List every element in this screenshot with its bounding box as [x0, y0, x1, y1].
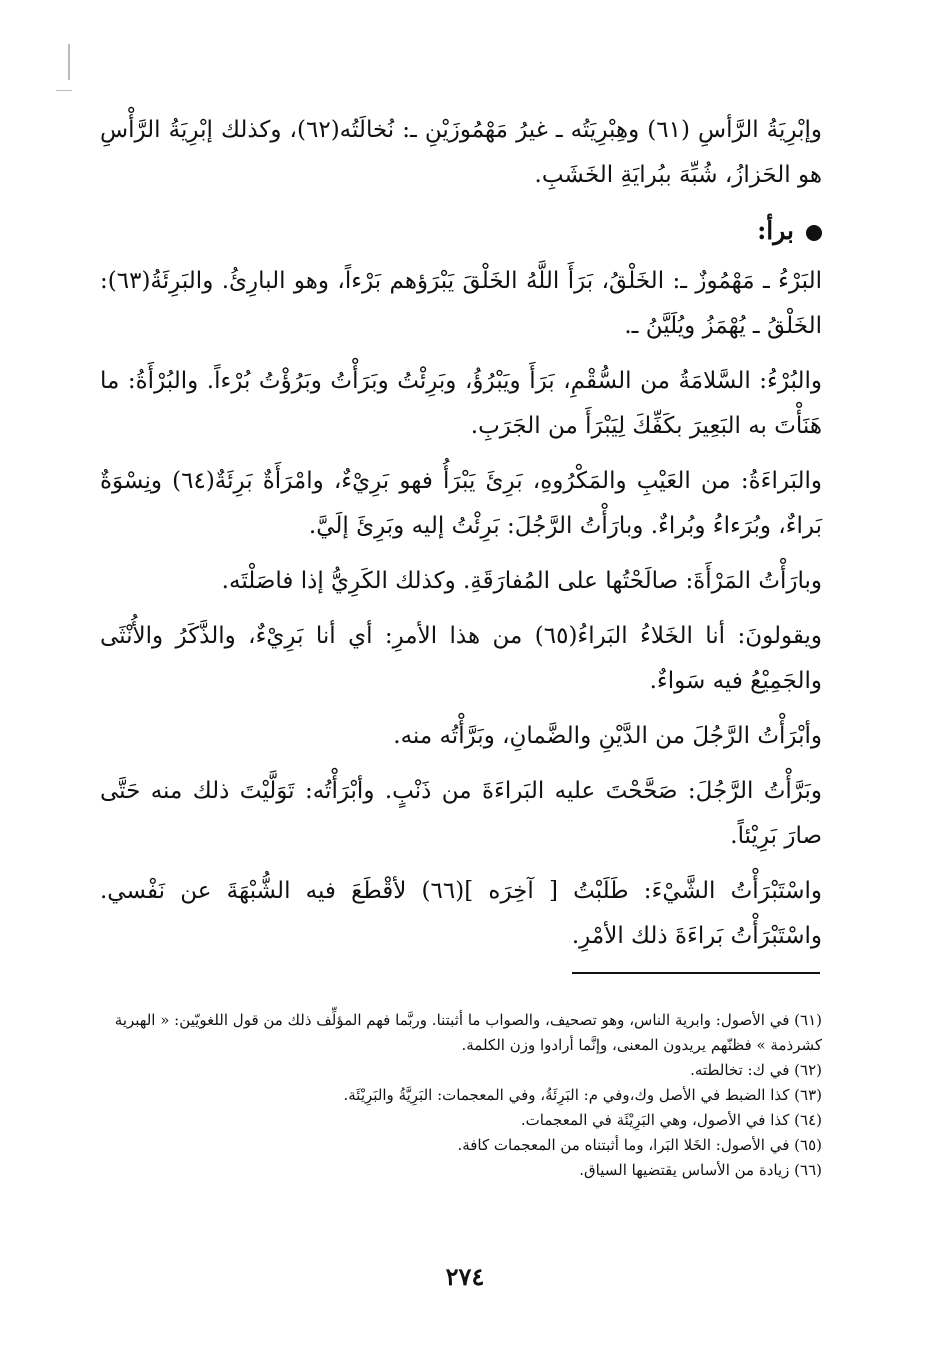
footnotes	[100, 1008, 822, 1183]
footnote: (٦٢) في ك: تخالطته.	[690, 1061, 822, 1079]
bullet-icon	[806, 225, 822, 241]
footnote: (٦٦) زيادة من الأساس يقتضيها السياق.	[579, 1161, 822, 1179]
paragraph: والبُرْءُ: السَّلامَةُ من السُّقْمِ، بَرَأَ ويَبْرُؤُ، وبَرِئْتُ وبَرَأْتُ وبَرُؤْتُ بُرْءاً. والبُرْأَةُ: ما هَنَأْتَ به البَعِيرَ بكَفِّكَ لِيَبْرَأَ من الجَرَبِ.	[100, 368, 822, 439]
footnote-divider	[572, 972, 820, 974]
scan-mark	[56, 90, 72, 91]
footnote: (٦٤) كذا في الأصول، وهي البَرِيْئَة في المعجمات.	[520, 1111, 822, 1129]
footnote: (٦٣) كذا الضبط في الأصل وك،وفي م: البَرِئَةُ، وفي المعجمات: البَرِيَّةُ والبَرِيْئَة.	[343, 1086, 822, 1104]
paragraph: وإبْرِيَةُ الرَّأسِ (٦١) وهِبْرِيَتُه ـ غيرُ مَهْمُوزَيْنِ ـ: نُخالَتُه(٦٢)، وكذلك إبْرِيَةُ الرَّأْسِ هو الحَزازُ، شُبِّهَ ببُرايَةِ الخَشَبِ.	[100, 117, 822, 188]
footnote: (٦١) في الأصول: وابرية الناس، وهو تصحيف، والصواب ما أثبتنا. وربَّما فهم المؤلِّف ذلك من قول اللغويّين: « الهبرية كشرذمة » فظنّهم يريدون المعنى، وإنَّما أرادوا وزن الكلمة.	[114, 1011, 822, 1054]
main-text	[100, 108, 822, 969]
footnote: (٦٥) في الأصول: الخَلا البَرا، وما أثبتناه من المعجمات كافة.	[457, 1136, 822, 1154]
entry-heading	[100, 208, 822, 253]
paragraph: وبَرَّأْتُ الرَّجُلَ: صَحَّحْتَ عليه البَراءَةَ من ذَنْبٍ. وأبْرَأْتُه: تَوَلَّيْتَ ذلك منه حَتَّى صارَ بَرِيْئاً.	[100, 778, 822, 849]
scan-mark	[68, 44, 70, 80]
paragraph: البَرْءُ ـ مَهْمُوزٌ ـ: الخَلْقُ، بَرَأَ اللَّهُ الخَلْقَ يَبْرَؤهم بَرْءاً، وهو البارِئُ. والبَرِئَةُ(٦٣): الخَلْقُ ـ يُهْمَزُ ويُلَيَّنُ ـ.	[100, 268, 822, 339]
paragraph: وبارَأْتُ المَرْأَةَ: صالَحْتُها على المُفارَقَةِ. وكذلك الكَرِيُّ إذا فاصَلْتَه.	[221, 568, 822, 594]
page-number: ٢٧٤	[445, 1262, 485, 1291]
paragraph: واسْتَبْرَأْتُ الشَّيْءَ: طَلَبْتُ [ آخِرَه ](٦٦) لأقْطَعَ فيه الشُّبْهَةَ عن نَفْسي. واسْتَبْرَأْتُ بَراءَةَ ذلك الأمْرِ.	[100, 878, 822, 949]
paragraph: والبَراءَةُ: من العَيْبِ والمَكْرُوهِ، بَرِئَ يَبْرَأُ فهو بَرِيْءٌ، وامْرَأَةٌ بَرِئَةٌ(٦٤) ونِسْوَةٌ بَراءٌ، وبُرَءاءُ وبُراءٌ. وبارَأْتُ الرَّجُلَ: بَرِئْتُ إليه وبَرِئَ إلَيَّ.	[100, 468, 822, 539]
paragraph: ويقولونَ: أنا الخَلاءُ البَراءُ(٦٥) من هذا الأمرِ: أي أنا بَرِيْءٌ، والذَّكَرُ والأُنْثَى والجَمِيْعُ فيه سَواءٌ.	[100, 623, 822, 694]
entry-heading-label: برأ:	[757, 216, 794, 245]
paragraph: وأبْرَأْتُ الرَّجُلَ من الدَّيْنِ والضَّمانِ، وبَرَّأْتُه منه.	[393, 723, 822, 749]
